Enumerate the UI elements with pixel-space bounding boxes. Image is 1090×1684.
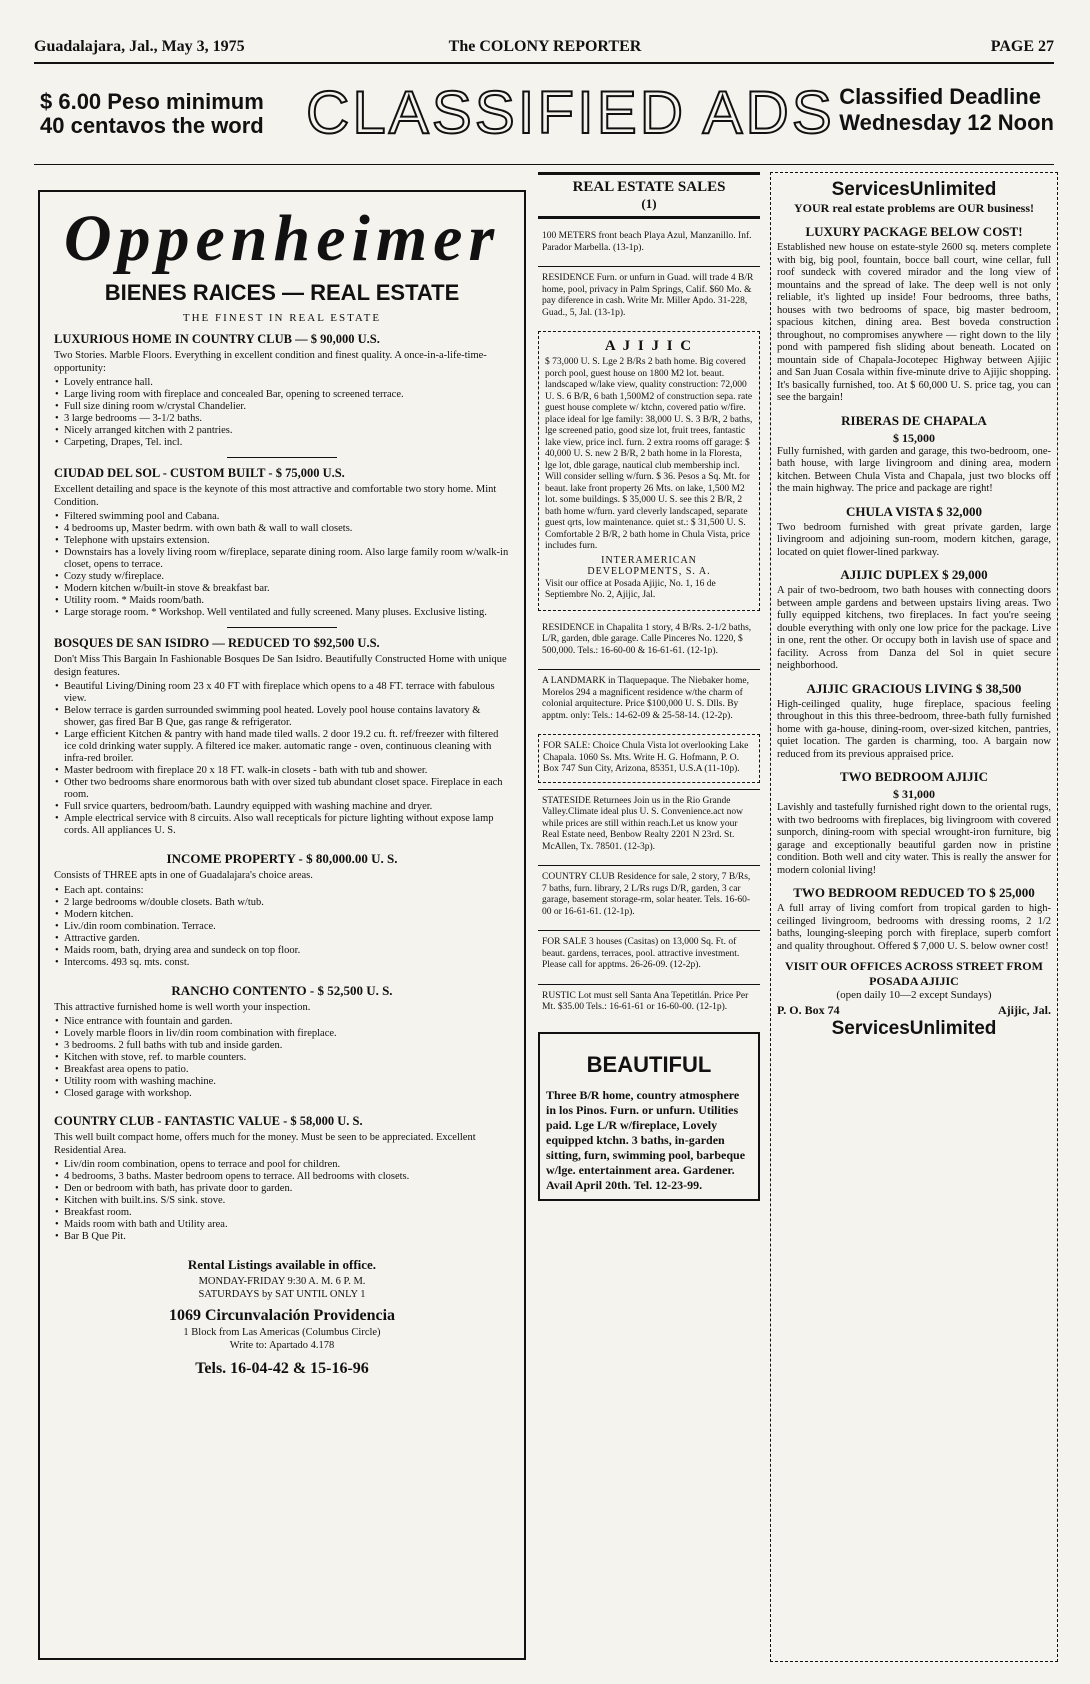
phone-numbers: Tels. 16-04-42 & 15-16-96: [195, 1360, 369, 1377]
dateline: Guadalajara, Jal., May 3, 1975: [34, 38, 245, 55]
listing-title: INCOME PROPERTY - $ 80,000.00 U. S.: [166, 851, 398, 866]
visit-note: VISIT OUR OFFICES ACROSS STREET FROM POSADA AJIJIC: [785, 959, 1043, 988]
deadline-info: Classified Deadline Wednesday 12 Noon: [839, 84, 1054, 135]
rental-note: Rental Listings available in office.: [187, 1257, 377, 1272]
brand-name-footer: ServicesUnlimited: [831, 1018, 997, 1039]
listing-body: High-ceilinged quality, huge fireplace, spacious feeling throughout in this this three-bedroom, three-bath fully furnished home with ga-house, dining-room, over-sized kitchen, pantries, quiet location. The garden is charming, too. A bargain now reduced from its previous appraised price.: [777, 698, 1051, 760]
contact-line: [777, 1003, 1051, 1018]
office-address: 1069 Circunvalación Providencia: [168, 1307, 396, 1324]
listing-title: COUNTRY CLUB - FANTASTIC VALUE - $ 58,000 U. S.: [54, 1114, 363, 1128]
listing-price: $ 15,000: [893, 430, 935, 445]
page-number: PAGE 27: [990, 38, 1054, 55]
services-unlimited-ad: [770, 172, 1058, 1662]
town: Ajijic, Jal.: [998, 1003, 1051, 1017]
mail-address: Write to: Apartado 4.178: [229, 1339, 335, 1351]
classified-ad: A LANDMARK in Tlaquepaque. The Niebaker home, Morelos 294 a magnificent residence w/the charm of colonial arquitecture. Price $100,000 U. S. Dlls. By apptm. only: Tels.: 14-62-09 & 25-58-14. (12-2p).: [538, 669, 760, 728]
divider: [227, 627, 337, 628]
listing-features: • Filtered swimming pool and Cabana. • 4 bedrooms up, Master bedrm. with own bath & wall to wall closets. • Telephone with upstairs extension. • Downstairs has a lovely living room w/fireplace, separate dining room. Also large family room w/walk-in closet, opens to terrace. • Cozy study w/fireplace. • Modern kitchen w/built-in stove & breakfast bar. • Utility room. * Maids room/bath. • Large storage room. * Workshop. Well ventilated and fully screened. Many pluses. Exclusive listing.: [54, 511, 510, 619]
oppenheimer-ad: [38, 190, 526, 1660]
agency-line: DEVELOPMENTS, S. A.: [587, 565, 711, 577]
listing-title: RANCHO CONTENTO - $ 52,500 U. S.: [171, 982, 393, 998]
listing-title: AJIJIC DUPLEX $ 29,000: [840, 567, 988, 582]
classified-ad: RUSTIC Lot must sell Santa Ana Tepetitlán. Price Per Mt. $35.00 Tels.: 16-61-61 or 16-60-00. (12-1p).: [538, 984, 760, 1020]
address-detail: 1 Block from Las Americas (Columbus Circle): [183, 1327, 381, 1338]
listing-title: TWO BEDROOM REDUCED TO $ 25,000: [793, 885, 1035, 900]
ad-title: BEAUTIFUL: [586, 1051, 712, 1077]
ajijic-ad: [538, 331, 760, 611]
listing-title: BOSQUES DE SAN ISIDRO — REDUCED TO $92,500 U.S.: [54, 636, 380, 650]
brand-tagline: YOUR real estate problems are OUR business!: [794, 201, 1034, 215]
listing-intro: Don't Miss This Bargain In Fashionable Bosques De San Isidro. Beautifully Constructed Home with unique design features.: [54, 654, 507, 678]
listing-intro: Excellent detailing and space is the keynote of this most attractive and comfortable two story home. Mint Condition.: [54, 484, 497, 508]
listing-features: • Beautiful Living/Dining room 23 x 40 FT with fireplace which opens to a 48 FT. terrace with fabulous view. • Below terrace is garden surrounded swimming pool heated. Lovely pool house contains lavatory & shower, gas fired Bar B Que, gas range & refrigerator. • Large efficient Kitchen & pantry with hand made tiled walls. 2 door 19.2 cu. ft. ref/freezer with filtered ice cold drinking water supply. A filtered ice maker. automatic range - oven, continuous cleaning with infra-red broiler. • Master bedroom with fireplace 20 x 18 FT. walk-in closets - bath with tub and shower. • Other two bedrooms share enormorous bath with over sized tub abundant closet space. Fireplace in each room. • Full srvice quarters, bedroom/bath. Laundry equipped with washing machine and dryer. • Ample electrical service with 8 circuits. Also wall recepticals for picture lighting without expose lamp cords. All appliances U. S.: [54, 681, 510, 837]
banner-rule: [34, 164, 1054, 165]
agency-subtitle: BIENES RAICES — REAL ESTATE: [104, 280, 460, 305]
listing-body: Established new house on estate-style 2600 sq. meters complete with big, big pool, fountain, bocce ball court, wine cellar, full roof sundeck with covered mirador and the long view of mountains and the spread of lake. The deep well is not only reliable, it's lighted up inside! Four bedrooms, three baths, houses with two bedrooms of space, big master bedroom, spacious kitchen, dining area. Best boveda construction throughout, no compromises anywhere — right down to the lily pond with pampered fish sliding about beneath. Located on mountain side of Chapala-Jocotepec Highway between Ajijic and San Juan Cosala within five-minute drive to Ajijic shopping. It's basically furnished, too. At $ 60,000 U. S. price tag, you can see the bargain!: [777, 242, 1051, 403]
paper-name: The COLONY REPORTER: [448, 38, 642, 55]
listing-title: LUXURY PACKAGE BELOW COST!: [805, 224, 1023, 239]
office-hours: MONDAY-FRIDAY 9:30 A. M. 6 P. M.: [198, 1276, 366, 1287]
listing-body: A full array of living comfort from tropical garden to high-ceilinged livingroom, bedrooms with dressing rooms, 2 1/2 baths, lounging-sleeping porch with fireplace, superb comfort and quality throughout. Offered $ 7,000 U. S. below owner cost!: [777, 903, 1051, 952]
classified-ad: RESIDENCE in Chapalita 1 story, 4 B/Rs. 2-1/2 baths, L/R, garden, dble garage. Calle Pinceres No. 1220, $ 500,000. Tels.: 16-60-00 & 16-61-61. (12-1p).: [542, 622, 752, 656]
classified-ad: RESIDENCE Furn. or unfurn in Guad. will trade 4 B/R home, pool, privacy in Palm Springs, Calif. $60 Mo. & pay diference in cash. Write Mr. Miller Apdo. 31-228, Guad., 5, Jal. (13-1p).: [538, 266, 760, 325]
classified-ad: FOR SALE: Choice Chula Vista lot overlooking Lake Chapala. 1060 Ss. Mts. Write H. G. Hofmann, P. O. Box 747 Sun City, Arizona, 85351, U.S.A (11-10p).: [538, 734, 760, 783]
brand-name: ServicesUnlimited: [831, 179, 997, 200]
listing-intro: This attractive furnished home is well worth your inspection.: [54, 1001, 311, 1013]
ad-title: A J I J I C: [604, 338, 694, 354]
listing-title: CIUDAD DEL SOL - CUSTOM BUILT - $ 75,000 U.S.: [54, 466, 345, 480]
ad-body: Visit our office at Posada Ajijic, No. 1, 16 de Septiembre No. 2, Ajijic, Jal.: [545, 578, 716, 600]
classified-banner: [34, 80, 1054, 160]
listing-body: Two bedroom furnished with great private garden, large livingroom and adjoining sun-room, modern kitchen, garage, located on quiet flower-lined parkway.: [777, 521, 1051, 558]
agency-line: INTERAMERICAN: [601, 554, 697, 566]
listing-features: • Nice entrance with fountain and garden. • Lovely marble floors in liv/din room combination with fireplace. • 3 bedrooms. 2 full baths with tub and inside garden. • Kitchen with stove, ref. to marble counters. • Breakfast area opens to patio. • Utility room with washing machine. • Closed garage with workshop.: [54, 1016, 510, 1100]
listing-title: AJIJIC GRACIOUS LIVING $ 38,500: [806, 680, 1022, 696]
classified-ad: 100 METERS front beach Playa Azul, Manzanillo. Inf. Parador Marbella. (13-1p).: [542, 231, 752, 253]
agency-name: Oppenheimer: [63, 202, 501, 275]
price-info: $ 6.00 Peso minimum 40 centavos the word: [40, 89, 264, 138]
divider: [227, 457, 337, 458]
listing-title: LUXURIOUS HOME IN COUNTRY CLUB — $ 90,000 U.S.: [54, 332, 380, 346]
beautiful-ad: [538, 1032, 760, 1201]
listing-intro: Two Stories. Marble Floors. Everything in excellent condition and finest quality. A once-in-a-life-time-opportunity:: [54, 350, 487, 374]
masthead-rule: [34, 62, 1054, 64]
section-header: REAL ESTATE SALES (1): [538, 172, 760, 219]
classified-ad: FOR SALE 3 houses (Casitas) on 13,000 Sq. Ft. of beaut. gardens, terraces, pool. attractive investment. Please call for apptms. 26-26-09. (12-2p).: [538, 930, 760, 978]
listing-body: A pair of two-bedroom, two bath houses with connecting doors between ample gardens and between upstairs living areas. Two fully equipped kitchens, two fireplaces. In fact you're seeing double everything with only one low price for the package. Live in one, rent the other. Or occupy both in lavish use of space and facility. Across from Danza del Sol in quiet secure neighborhood.: [777, 585, 1051, 671]
listing-body: Lavishly and tastefully furnished right down to the oriental rugs, with two bedrooms with fireplaces, big livingroom with covered sunporch, dining-room with special wrought-iron furniture, big garage and exceptionally beautiful garden now in pristine condition. Both well and city water. This is really the answer for modern colonial living!: [777, 802, 1051, 876]
listing-title: TWO BEDROOM AJIJIC: [839, 769, 989, 784]
listing-price: $ 31,000: [893, 787, 935, 801]
ad-body: $ 73,000 U. S. Lge 2 B/Rs 2 bath home. Big covered porch pool, guest house on 1800 M2 lot. beaut. landscaped w/lake view, quality construction: 72,000 U. S. 6 B/R, 6 bath 1,500M2 of construction sepa. rate guest house complete w/ ktchn, covered patio w/fire. place ideal for lge family: 38,000 U. S. 3 B/R, 2 baths, lge screened patio, good size lot, fruit trees, fantastic lake view, price incl. furn. 2 extra rooms off garage: $ 40,000 U. S. new 2 B/R, 2 bath home in la Floresta, lge lot, dble garage, nautical club membership incl. Will consider selling w/furn. $ 36. Pesos a Sq. Mt. for beaut. lake front property 26 Mts. on lake, 1,500 M2 lot. some buildings. $ 35,000 U. S. see this 2 B/R, 2 bath home w/furn. yard cleverly landscaped, separate guest qrts, low maintenance. quiet st.: $ 31,500 U. S. Comfortable 2 B/R, 2 bath home in Chula Vista, price includes furn.: [545, 357, 753, 551]
classified-ad: COUNTRY CLUB Residence for sale, 2 story, 7 B/Rs, 7 baths, furn. library, 2 L/Rs rugs D/R, garden, 3 car garage, basement storage-rm, solar heater. Tels. 16-60-00 or 16-61-61. (12-1p).: [538, 865, 760, 924]
po-box: P. O. Box 74: [777, 1003, 840, 1017]
ad-body: Three B/R home, country atmosphere in los Pinos. Furn. or unfurn. Utilities paid. Lge L/R w/fireplace, Lovely equipped ktchn. 3 baths, in-garden sitting, furn, swimming pool, barbeque w/lge. entertainment area. Gardener. Avail April 20th. Tel. 12-23-99.: [546, 1087, 746, 1192]
listing-features: • Each apt. contains: • 2 large bedrooms w/double closets. Bath w/tub. • Modern kitchen. • Liv./din room combination. Terrace. • Attractive garden. • Maids room, bath, drying area and sundeck on top floor. • Intercoms. 493 sq. mts. const.: [54, 885, 510, 969]
masthead: [0, 0, 1090, 60]
open-hours: (open daily 10—2 except Sundays): [836, 989, 992, 1001]
listing-intro: This well built compact home, offers much for the money. Must be seen to be appreciated. Excellent Residential Area.: [54, 1132, 476, 1156]
agency-tagline: THE FINEST IN REAL ESTATE: [182, 312, 382, 324]
listing-intro: Consists of THREE apts in one of Guadalajara's choice areas.: [54, 870, 313, 881]
banner-title: CLASSIFIED ADS: [306, 79, 835, 146]
listing-title: RIBERAS DE CHAPALA: [841, 412, 987, 428]
classified-ad: STATESIDE Returnees Join us in the Rio Grande Valley.Climate ideal plus U. S. Convenience.act now while prices are still within reach.Let us know your Real Estate need, Benbow Realty 2201 N 23rd. St. McAllen, Tx. 78501. (12-3p).: [538, 789, 760, 860]
office-hours-sat: SATURDAYS by SAT UNTIL ONLY 1: [198, 1288, 366, 1300]
real-estate-sales-column: [538, 172, 760, 1662]
listing-body: Fully furnished, with garden and garage, this two-bedroom, one-bath house, with large livingroom and dining area, modern kitchen. Between Chula Vista and Chapala, just two blocks off the main highway. The price and package are right!: [777, 445, 1051, 494]
listing-features: • Liv/din room combination, opens to terrace and pool for children. • 4 bedrooms, 3 baths. Master bedroom opens to terrace. All bedrooms with closets. • Den or bedroom with bath, has private door to garden. • Kitchen with built.ins. S/S sink. stove. • Breakfast room. • Maids room with bath and Utility area. • Bar B Que Pit.: [54, 1159, 510, 1243]
listing-title: CHULA VISTA $ 32,000: [845, 503, 983, 519]
listing-features: • Lovely entrance hall. • Large living room with fireplace and concealed Bar, opening to screened terrace. • Full size dining room w/crystal Chandelier. • 3 large bedrooms — 3-1/2 baths. • Nicely arranged kitchen with 2 pantries. • Carpeting, Drapes, Tel. incl.: [54, 377, 510, 449]
